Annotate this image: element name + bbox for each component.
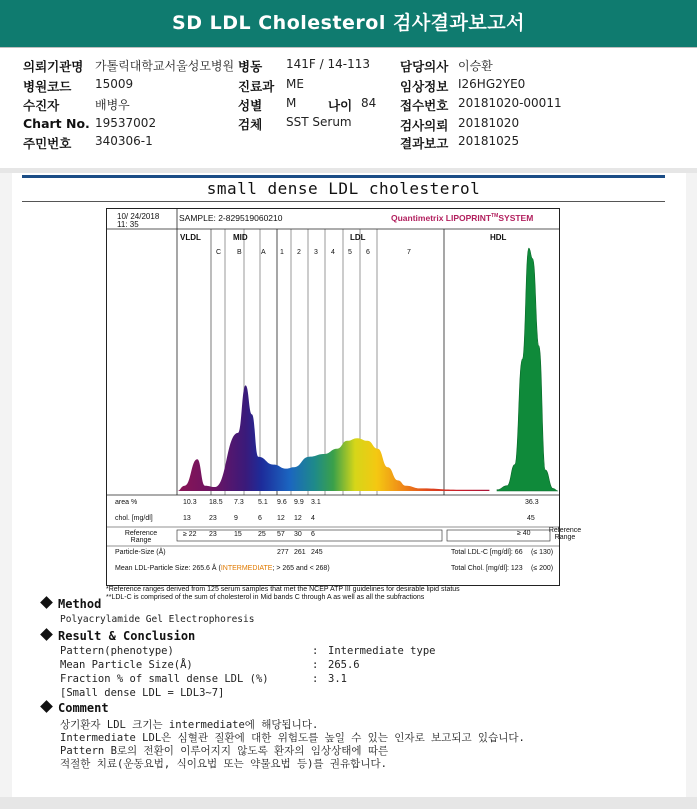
comment-line: Pattern B로의 전환이 이루어지지 않도록 환자의 임상상태에 따른 (60, 745, 389, 757)
hdl-area: 36.3 (525, 499, 539, 506)
chart-date: 10/ 24/2018 (117, 212, 160, 221)
subband-label: 1 (280, 249, 284, 256)
info-value: 가톨릭대학교서울성모병원 (95, 59, 235, 73)
area-cell: 5.1 (258, 499, 268, 506)
info-value: 배병우 (95, 98, 130, 112)
info-value: 20181020-00011 (458, 96, 562, 110)
total-chol-ref: (≤ 200) (531, 565, 554, 572)
diamond-icon (40, 628, 53, 641)
comment-line: Intermediate LDL은 심혈관 질환에 대한 위험도를 높일 수 있는 인자로 보고되고 있습니다. (60, 732, 525, 744)
chart-time: 11: 35 (117, 220, 139, 229)
chart-svg (107, 209, 559, 585)
result-note: [Small dense LDL = LDL3~7] (60, 687, 225, 699)
info-label: 병원코드 (23, 79, 72, 94)
report-title: SD LDL Cholesterol 검사결과보고서 (172, 12, 525, 34)
ref-cell: 57 (277, 531, 285, 538)
comment-heading: Comment (42, 701, 109, 715)
ref-cell: 23 (209, 531, 217, 538)
info-value: 20181025 (458, 134, 520, 148)
footnote: **LDL-C is comprised of the sum of cholesterol in Mid bands C through A as well as all the subfractions (106, 594, 425, 601)
area-cell: 9.9 (294, 499, 304, 506)
group-vldl: VLDL (180, 233, 201, 242)
subband-label: 4 (331, 249, 335, 256)
ref-cell: 15 (234, 531, 242, 538)
subband-label: B (237, 249, 242, 256)
info-label: 담당의사 (400, 59, 449, 74)
total-ldl-ref: (≤ 130) (531, 549, 554, 556)
subband-label: C (216, 249, 222, 256)
info-label: 수진자 (23, 98, 60, 113)
info-label: 의뢰기관명 (23, 59, 84, 74)
chol-cell: 12 (294, 515, 302, 522)
info-label: 성별 (238, 98, 263, 113)
ref-label-right: Reference Range (548, 527, 582, 541)
particle-cell: 277 (277, 549, 289, 556)
comment-line: 적절한 치료(운동요법, 식이요법 또는 약물요법 등)를 권유합니다. (60, 758, 387, 770)
ref-cell: 6 (311, 531, 315, 538)
hdl-chol: 45 (527, 515, 535, 522)
result-label: Fraction % of small dense LDL (%) (60, 673, 269, 685)
title-underline (22, 201, 665, 202)
patient-info (0, 48, 697, 168)
info-label: 임상정보 (400, 79, 449, 94)
chol-cell: 12 (277, 515, 285, 522)
area-label: area % (115, 499, 138, 506)
sample-id: SAMPLE: 2-829519060210 (179, 213, 283, 223)
result-colon: : (312, 645, 319, 657)
info-label: 접수번호 (400, 98, 449, 113)
area-cell: 9.6 (277, 499, 287, 506)
footnote: *Reference ranges derived from 125 serum samples that met the NCEP ATP III guidelines for desirable lipid status (106, 586, 460, 593)
chol-cell: 6 (258, 515, 262, 522)
info-label: 검사의뢰 (400, 118, 449, 133)
info-label: 주민번호 (23, 136, 72, 151)
info-value: M (286, 96, 297, 110)
subband-label: A (261, 249, 266, 256)
area-cell: 3.1 (311, 499, 321, 506)
subband-label: 5 (348, 249, 352, 256)
info-value: 141F / 14-113 (286, 57, 370, 71)
info-value: 이승환 (458, 59, 493, 73)
result-value: 3.1 (328, 673, 347, 685)
info-label: 나이 (328, 98, 353, 113)
subband-label: 6 (366, 249, 370, 256)
brand-label: Quantimetrix LIPOPRINT™SYSTEM (391, 213, 534, 223)
mean-particle: Mean LDL-Particle Size: 265.6 Å (INTERMEDIATE; > 265 and < 268) (115, 565, 330, 572)
report-body (12, 173, 686, 797)
info-value: 15009 (95, 77, 134, 91)
info-label: 진료과 (238, 79, 275, 94)
particle-label: Particle-Size (Å) (115, 549, 166, 556)
info-label: 검체 (238, 117, 263, 132)
particle-cell: 245 (311, 549, 323, 556)
area-cell: 18.5 (209, 499, 223, 506)
result-heading: Result & Conclusion (42, 629, 195, 643)
subband-label: 7 (407, 249, 411, 256)
info-value: I26HG2YE0 (458, 77, 526, 91)
bottom-strip (0, 797, 697, 809)
result-value: 265.6 (328, 659, 360, 671)
chol-cell: 4 (311, 515, 315, 522)
diamond-icon (40, 596, 53, 609)
result-value: Intermediate type (328, 645, 436, 657)
particle-cell: 261 (294, 549, 306, 556)
total-ldl: Total LDL-C [mg/dl]: 66 (451, 549, 523, 556)
group-mid: MID (233, 233, 248, 242)
report-subtitle: small dense LDL cholesterol (206, 179, 481, 198)
area-cell: 10.3 (183, 499, 197, 506)
info-value: 19537002 (95, 116, 157, 130)
subband-label: 3 (314, 249, 318, 256)
result-label: Pattern(phenotype) (60, 645, 174, 657)
method-text: Polyacrylamide Gel Electrophoresis (60, 614, 255, 625)
info-value: 84 (361, 96, 377, 110)
ref-cell: ≥ 22 (183, 531, 197, 538)
hdl-curve (497, 248, 558, 491)
group-hdl: HDL (490, 233, 507, 242)
info-value: 20181020 (458, 116, 520, 130)
hdl-ref: ≥ 40 (517, 530, 531, 537)
result-colon: : (312, 659, 319, 671)
report-top-bar (22, 175, 665, 178)
lipoprint-chart (106, 208, 582, 586)
comment-line: 상기환자 LDL 크기는 intermediate에 해당됩니다. (60, 719, 319, 731)
result-label: Mean Particle Size(Å) (60, 659, 193, 671)
method-heading: Method (42, 597, 101, 611)
total-chol: Total Chol. [mg/dl]: 123 (451, 565, 523, 572)
chol-label: chol. [mg/dl] (115, 515, 153, 522)
info-value: 340306-1 (95, 134, 153, 148)
report-header (0, 0, 697, 47)
diamond-icon (40, 700, 53, 713)
group-ldl: LDL (350, 233, 366, 242)
subband-label: 2 (297, 249, 301, 256)
info-label: 병동 (238, 59, 263, 74)
area-cell: 7.3 (234, 499, 244, 506)
info-value: SST Serum (286, 115, 352, 129)
ref-cell: 25 (258, 531, 266, 538)
info-value: ME (286, 77, 304, 91)
result-colon: : (312, 673, 319, 685)
info-label: Chart No. (23, 116, 90, 131)
chol-cell: 23 (209, 515, 217, 522)
chol-cell: 9 (234, 515, 238, 522)
ref-cell: 30 (294, 531, 302, 538)
lipoprotein-curve (177, 385, 489, 491)
info-label: 결과보고 (400, 136, 449, 151)
chol-cell: 13 (183, 515, 191, 522)
ref-label: Reference Range (124, 530, 158, 544)
